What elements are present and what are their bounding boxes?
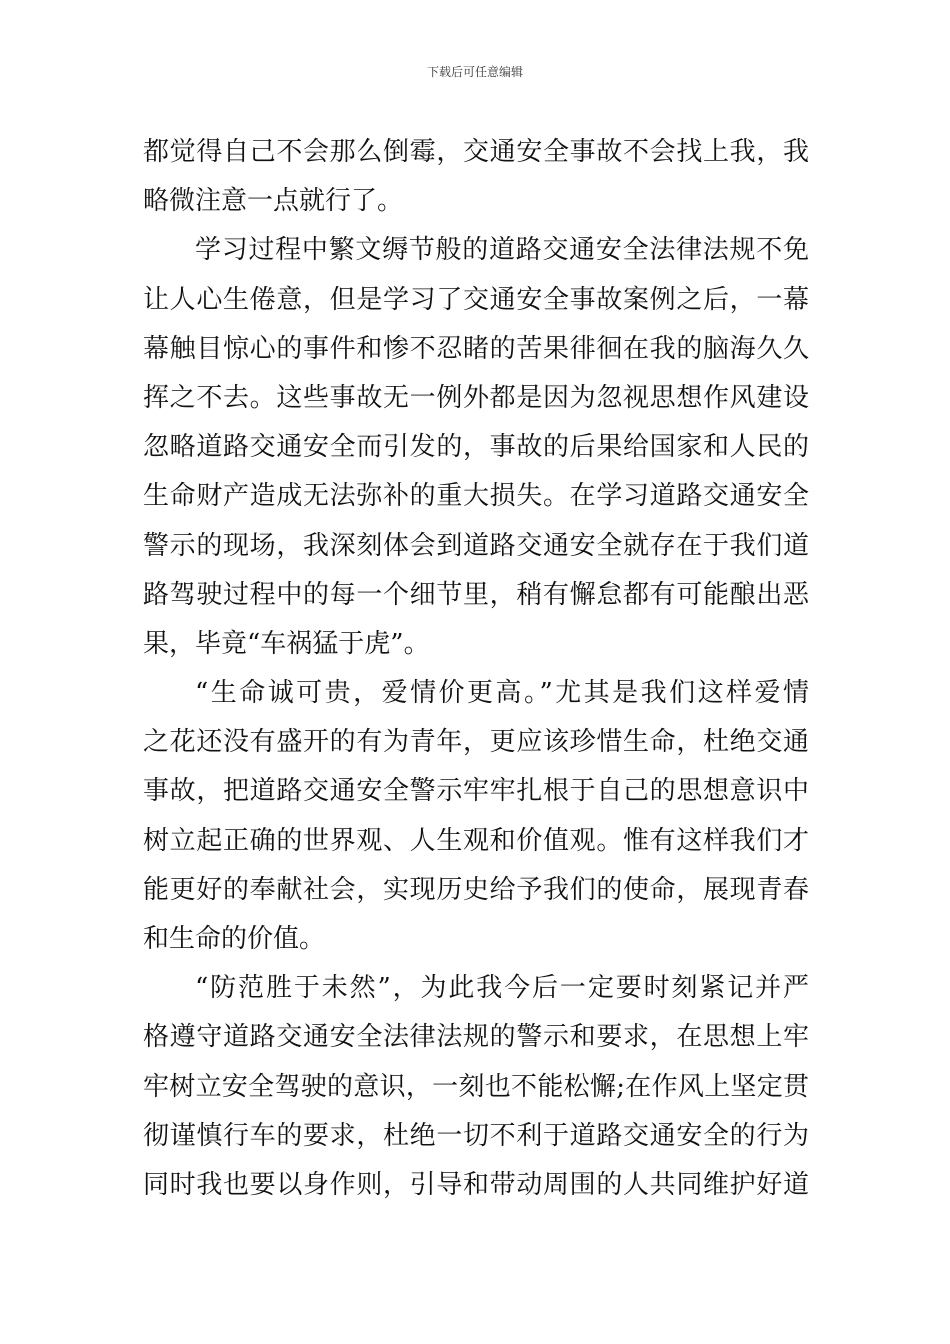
page-header: 下载后可任意编辑 bbox=[426, 65, 523, 79]
text-line: 能更好的奉献社会，实现历史给予我们的使命，展现青春 bbox=[143, 874, 809, 905]
text-line: 彻谨慎行车的要求，杜绝一切不利于道路交通安全的行为 bbox=[143, 1120, 809, 1151]
text-line: 果，毕竟“车祸猛于虎”。 bbox=[143, 628, 430, 659]
text-line: 略微注意一点就行了。 bbox=[143, 186, 404, 217]
text-line: “生命诚可贵，爱情价更高。”尤其是我们这样爱情 bbox=[195, 678, 809, 709]
text-line: 路驾驶过程中的每一个细节里，稍有懈怠都有可能酿出恶 bbox=[143, 579, 809, 610]
text-line: 学习过程中繁文缛节般的道路交通安全法律法规不免 bbox=[195, 235, 809, 266]
text-line: 忽略道路交通安全而引发的，事故的后果给国家和人民的 bbox=[143, 432, 809, 463]
text-line: 格遵守道路交通安全法律法规的警示和要求，在思想上牢 bbox=[143, 1022, 809, 1053]
text-line: 幕触目惊心的事件和惨不忍睹的苦果徘徊在我的脑海久久 bbox=[143, 333, 809, 364]
text-line: 同时我也要以身作则，引导和带动周围的人共同维护好道 bbox=[143, 1169, 809, 1200]
text-line: 生命财产造成无法弥补的重大损失。在学习道路交通安全 bbox=[143, 481, 809, 512]
text-line: 都觉得自己不会那么倒霉，交通安全事故不会找上我，我 bbox=[143, 137, 809, 167]
body-text bbox=[143, 128, 809, 1210]
text-line: 事故，把道路交通安全警示牢牢扎根于自己的思想意识中 bbox=[143, 776, 809, 807]
text-line: 之花还没有盛开的有为青年，更应该珍惜生命，杜绝交通 bbox=[143, 727, 809, 758]
text-line: 警示的现场，我深刻体会到道路交通安全就存在于我们道 bbox=[143, 530, 809, 561]
text-line: “防范胜于未然”，为此我今后一定要时刻紧记并严 bbox=[195, 973, 809, 1004]
text-line: 挥之不去。这些事故无一例外都是因为忽视思想作风建设 bbox=[143, 382, 809, 413]
text-line: 牢树立安全驾驶的意识，一刻也不能松懈;在作风上坚定贯 bbox=[143, 1071, 809, 1102]
text-line: 树立起正确的世界观、人生观和价值观。惟有这样我们才 bbox=[143, 825, 809, 856]
text-line: 和生命的价值。 bbox=[143, 924, 326, 954]
text-line: 让人心生倦意，但是学习了交通安全事故案例之后，一幕 bbox=[143, 284, 809, 315]
